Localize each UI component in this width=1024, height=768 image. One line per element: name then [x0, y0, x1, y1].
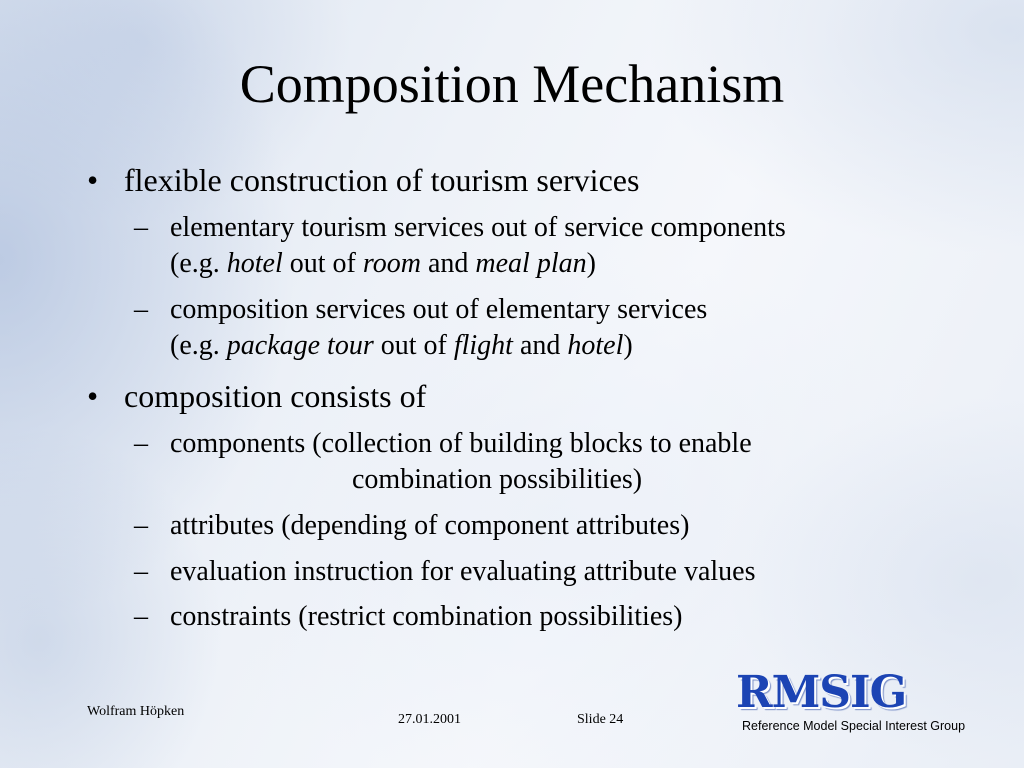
- example-term: hotel: [567, 330, 624, 361]
- sub-bullet-continuation: combination possibilities): [352, 464, 643, 495]
- example-term: package tour: [226, 330, 374, 361]
- sub-bullet-item: [134, 599, 683, 635]
- bullet-item: [87, 161, 640, 199]
- sub-bullet-item: [134, 210, 786, 282]
- logo-wordmark: RMSIG: [736, 667, 907, 718]
- footer-slide-number: Slide 24: [577, 712, 624, 727]
- sub-bullet-item: [134, 292, 708, 364]
- bullet-text: composition consists of: [124, 378, 427, 414]
- dash-marker: –: [134, 212, 148, 243]
- example-term: meal plan: [475, 248, 587, 279]
- example-term: room: [362, 248, 421, 279]
- sub-bullet-text: attributes (depending of component attributes): [170, 510, 690, 541]
- dash-marker: –: [134, 556, 148, 587]
- logo-tagline: Reference Model Special Interest Group: [742, 719, 966, 733]
- sub-bullet-text: components (collection of building blocks to enable: [170, 428, 752, 459]
- sub-bullet-item: [134, 426, 752, 498]
- sub-bullet-text: constraints (restrict combination possibilities): [170, 601, 683, 632]
- example-term: flight: [453, 330, 513, 361]
- bullet-marker: •: [87, 162, 99, 198]
- dash-marker: –: [134, 510, 148, 541]
- footer-date: 27.01.2001: [398, 712, 461, 727]
- example-term: hotel: [226, 248, 283, 279]
- bullet-marker: •: [87, 378, 99, 414]
- sub-bullet-item: [134, 554, 756, 590]
- sub-bullet-text: evaluation instruction for evaluating attribute values: [170, 556, 756, 587]
- slide-title: Composition Mechanism: [239, 54, 785, 114]
- sub-bullet-text: elementary tourism services out of service components: [170, 212, 786, 243]
- rmsig-logo: [736, 668, 1006, 740]
- dash-marker: –: [134, 601, 148, 632]
- bullet-item: [87, 377, 427, 415]
- sub-bullet-example: (e.g. hotel out of room and meal plan): [170, 248, 596, 279]
- bullet-text: flexible construction of tourism services: [124, 162, 640, 198]
- sub-bullet-text: composition services out of elementary services: [170, 294, 708, 325]
- dash-marker: –: [134, 428, 148, 459]
- dash-marker: –: [134, 294, 148, 325]
- sub-bullet-example: (e.g. package tour out of flight and hotel): [170, 330, 633, 361]
- sub-bullet-item: [134, 508, 690, 544]
- footer-author: Wolfram Höpken: [87, 704, 185, 719]
